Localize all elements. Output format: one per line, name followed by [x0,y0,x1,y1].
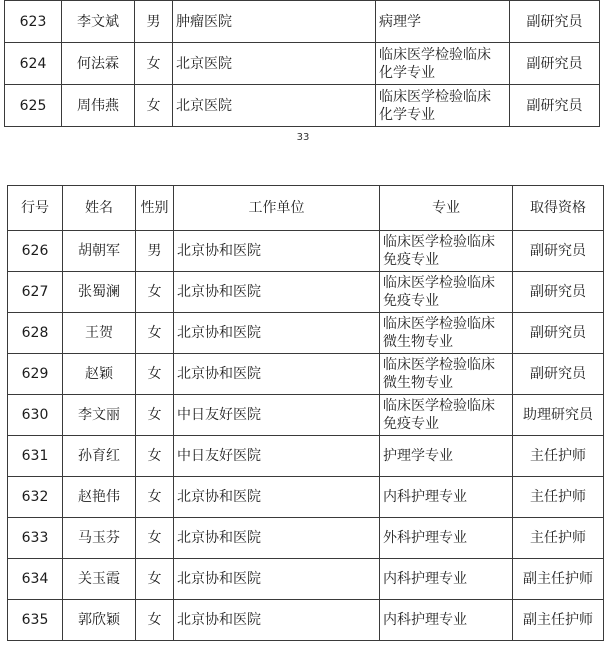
major-line-1: 临床医学检验临床 [383,398,495,414]
row-number: 627 [8,272,63,313]
qualification: 副研究员 [510,1,600,43]
row-number: 624 [5,43,62,85]
qualification: 主任护师 [513,477,604,518]
major [380,272,513,313]
major-line-1: 临床医学检验临床 [383,316,495,332]
major-line-1: 临床医学检验临床 [383,234,495,250]
work-unit: 中日友好医院 [174,436,380,477]
qualification: 副主任护师 [513,600,604,641]
table-row [8,477,604,518]
work-unit: 中日友好医院 [174,395,380,436]
major-line-1: 临床医学检验临床 [379,46,491,63]
work-unit: 肿瘤医院 [173,1,376,43]
work-unit: 北京协和医院 [174,559,380,600]
major [380,436,513,477]
major [380,559,513,600]
person-name: 王贺 [63,313,136,354]
gender: 女 [136,354,174,395]
header-major: 专业 [380,186,513,231]
major [376,43,510,85]
person-name: 李文丽 [63,395,136,436]
row-number: 623 [5,1,62,43]
major-line-1: 内科护理专业 [383,489,467,505]
gender: 女 [136,436,174,477]
major [380,477,513,518]
table-row [8,354,604,395]
table-row [8,313,604,354]
person-name: 赵艳伟 [63,477,136,518]
major-line-1: 内科护理专业 [383,612,467,628]
person-name: 关玉霞 [63,559,136,600]
qualification: 副主任护师 [513,559,604,600]
major [376,85,510,127]
row-number: 634 [8,559,63,600]
work-unit: 北京协和医院 [174,313,380,354]
person-name: 李文斌 [62,1,135,43]
table-row [8,600,604,641]
person-name: 胡朝军 [63,231,136,272]
gender: 女 [136,559,174,600]
major [380,354,513,395]
major [380,313,513,354]
person-name: 孙育红 [63,436,136,477]
gender: 女 [136,313,174,354]
gender: 女 [136,395,174,436]
header-row-number: 行号 [8,186,63,231]
page-number: 33 [296,132,310,143]
work-unit: 北京协和医院 [174,231,380,272]
row-number: 626 [8,231,63,272]
qualification: 副研究员 [513,231,604,272]
table-row [5,85,600,127]
work-unit: 北京协和医院 [174,518,380,559]
major-line-2: 化学专业 [379,64,435,81]
qualification: 副研究员 [513,354,604,395]
qualification: 主任护师 [513,436,604,477]
major [380,395,513,436]
previous-page-table [4,0,600,127]
previous-page-table-body [5,1,600,127]
row-number: 635 [8,600,63,641]
person-name: 马玉芬 [63,518,136,559]
table-header [8,186,604,231]
major [376,1,510,43]
qualification: 副研究员 [513,313,604,354]
major-line-1: 外科护理专业 [383,530,467,546]
major-line-1: 病理学 [379,13,421,30]
major-line-2: 免疫专业 [383,293,439,309]
gender: 女 [136,600,174,641]
row-number: 631 [8,436,63,477]
person-name: 郭欣颖 [63,600,136,641]
table-row [8,231,604,272]
table-row [8,518,604,559]
table-body [8,231,604,641]
major-line-2: 免疫专业 [383,252,439,268]
header-name: 姓名 [63,186,136,231]
row-number: 632 [8,477,63,518]
table-row [8,436,604,477]
gender: 女 [136,518,174,559]
major-line-1: 临床医学检验临床 [383,357,495,373]
row-number: 625 [5,85,62,127]
major-line-2: 化学专业 [379,106,435,123]
major-line-1: 护理学专业 [383,448,453,464]
person-name: 张蜀澜 [63,272,136,313]
major-line-2: 微生物专业 [383,375,453,391]
major-line-1: 内科护理专业 [383,571,467,587]
gender: 女 [135,43,173,85]
row-number: 633 [8,518,63,559]
gender: 女 [135,85,173,127]
table-row [8,272,604,313]
qualification: 副研究员 [513,272,604,313]
header-gender: 性别 [136,186,174,231]
table-row [8,395,604,436]
major [380,600,513,641]
row-number: 630 [8,395,63,436]
person-name: 周伟燕 [62,85,135,127]
work-unit: 北京协和医院 [174,600,380,641]
work-unit: 北京医院 [173,43,376,85]
person-name: 赵颖 [63,354,136,395]
major-line-1: 临床医学检验临床 [379,88,491,105]
row-number: 628 [8,313,63,354]
qualification: 副研究员 [510,43,600,85]
work-unit: 北京协和医院 [174,477,380,518]
row-number: 629 [8,354,63,395]
gender: 女 [136,477,174,518]
major-line-2: 微生物专业 [383,334,453,350]
qualification-table [7,185,604,641]
work-unit: 北京协和医院 [174,354,380,395]
gender: 女 [136,272,174,313]
work-unit: 北京医院 [173,85,376,127]
table-row [8,559,604,600]
header-row [8,186,604,231]
qualification: 助理研究员 [513,395,604,436]
major-line-1: 临床医学检验临床 [383,275,495,291]
person-name: 何法霖 [62,43,135,85]
header-qualification: 取得资格 [513,186,604,231]
qualification: 主任护师 [513,518,604,559]
qualification: 副研究员 [510,85,600,127]
major-line-2: 免疫专业 [383,416,439,432]
major [380,231,513,272]
work-unit: 北京协和医院 [174,272,380,313]
gender: 男 [136,231,174,272]
gender: 男 [135,1,173,43]
major [380,518,513,559]
table-row [5,43,600,85]
table-row [5,1,600,43]
header-work-unit: 工作单位 [174,186,380,231]
